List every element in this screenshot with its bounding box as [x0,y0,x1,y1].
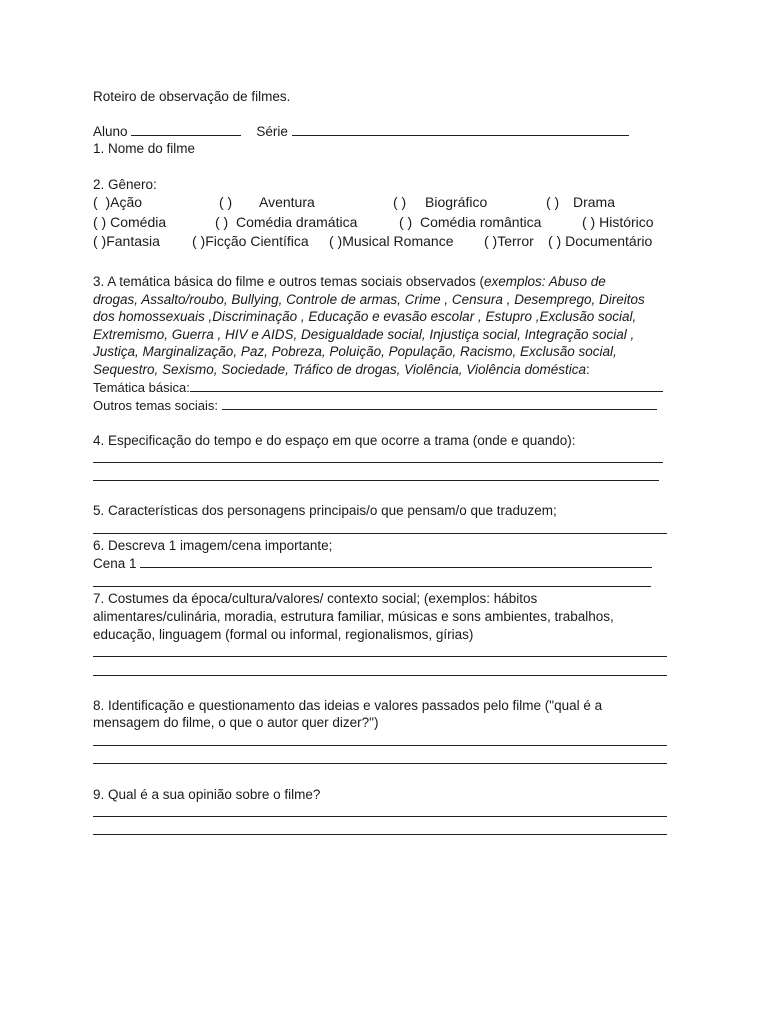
genre-comedia-dramatica[interactable]: ( ) Comédia dramática [215,214,358,230]
question-3-line-2: drogas, Assalto/roubo, Bullying, Controle de armas, Crime , Censura , Desemprego, Direitos [93,292,645,307]
question-3-lead: 3. A temática básica do filme e outros temas sociais observados ( [93,274,484,289]
genre-aventura-box[interactable]: ( ) [219,194,233,210]
question-8-line-1: 8. Identificação e questionamento das ideias e valores passados pelo filme ("qual é a [93,698,603,713]
outros-temas-field[interactable] [222,397,657,410]
cena-field[interactable] [140,555,652,568]
answer-5-line-1[interactable] [93,533,667,534]
outros-temas-label: Outros temas sociais: [93,398,218,413]
tematica-basica-field[interactable] [190,379,663,392]
question-3-line-1 [93,273,606,290]
question-3-line-6: Sequestro, Sexismo, Sociedade, Tráfico de drogas, Violência, Violência doméstica: [93,362,590,377]
genre-fantasia[interactable]: ( )Fantasia [93,233,160,249]
aluno-serie-line [93,123,629,140]
outros-temas-line [93,397,657,414]
question-1: 1. Nome do filme [93,141,196,156]
genre-terror[interactable]: ( )Terror [484,233,534,249]
genre-drama-box[interactable]: ( ) [546,194,560,210]
tematica-basica-line [93,379,663,396]
cena-label: Cena 1 [93,556,137,571]
genre-aventura-label: Aventura [259,194,315,210]
question-6: 6. Descreva 1 imagem/cena importante; [93,538,333,553]
genre-historico[interactable]: ( ) Histórico [582,214,654,230]
answer-4-line-1[interactable] [93,462,663,463]
question-2-label: 2. Gênero: [93,177,157,192]
answer-8-line-2[interactable] [93,763,667,764]
question-3-line-5: Justiça, Marginalização, Paz, Pobreza, Poluição, População, Racismo, Exclusão social, [93,344,617,359]
answer-9-line-2[interactable] [93,834,667,835]
question-3-examples-end: Sequestro, Sexismo, Sociedade, Tráfico de drogas, Violência, Violência doméstica [93,362,587,377]
genre-biografico-box[interactable]: ( ) [393,194,407,210]
genre-drama-label: Drama [573,194,616,210]
question-3-line-4: Extremismo, Guerra , HIV e AIDS, Desigualdade social, Injustiça social, Integração social , [93,327,635,342]
genre-acao[interactable]: ( )Ação [93,194,143,210]
question-7-line-1: 7. Costumes da época/cultura/valores/ contexto social; (exemplos: hábitos [93,591,538,606]
serie-label: Série [256,124,288,139]
answer-4-line-2[interactable] [93,480,659,481]
question-7-line-2: alimentares/culinária, moradia, estrutura familiar, músicas e sons ambientes, trabalhos, [93,609,614,624]
aluno-field[interactable] [131,123,241,136]
question-3-line-3: dos homossexuais ,Discriminação , Educação e evasão escolar , Estupro ,Exclusão social, [93,309,637,324]
question-4: 4. Especificação do tempo e do espaço em que ocorre a trama (onde e quando): [93,433,576,448]
page-title: Roteiro de observação de filmes. [93,89,291,104]
question-9: 9. Qual é a sua opinião sobre o filme? [93,787,321,802]
question-7-line-3: educação, linguagem (formal ou informal, regionalismos, gírias) [93,627,474,642]
genre-biografico-label: Biográfico [425,194,488,210]
genre-comedia[interactable]: ( ) Comédia [93,214,167,230]
cena-line [93,555,652,572]
question-8-line-2: mensagem do filme, o que o autor quer dizer?") [93,715,379,730]
genre-ficcao-cientifica[interactable]: ( )Ficção Científica [192,233,309,249]
question-3-examples-start: exemplos: Abuso de [483,274,606,289]
serie-field[interactable] [292,123,629,136]
answer-9-line-1[interactable] [93,816,667,817]
answer-6-line-2[interactable] [93,586,651,587]
question-5: 5. Características dos personagens principais/o que pensam/o que traduzem; [93,503,557,518]
genre-comedia-romantica[interactable]: ( ) Comédia romântica [399,214,542,230]
tematica-basica-label: Temática básica: [93,380,190,395]
aluno-label: Aluno [93,124,128,139]
genre-documentario[interactable]: ( ) Documentário [548,233,653,249]
answer-7-line-2[interactable] [93,675,667,676]
answer-7-line-1[interactable] [93,656,667,657]
genre-musical-romance[interactable]: ( )Musical Romance [329,233,454,249]
answer-8-line-1[interactable] [93,745,667,746]
